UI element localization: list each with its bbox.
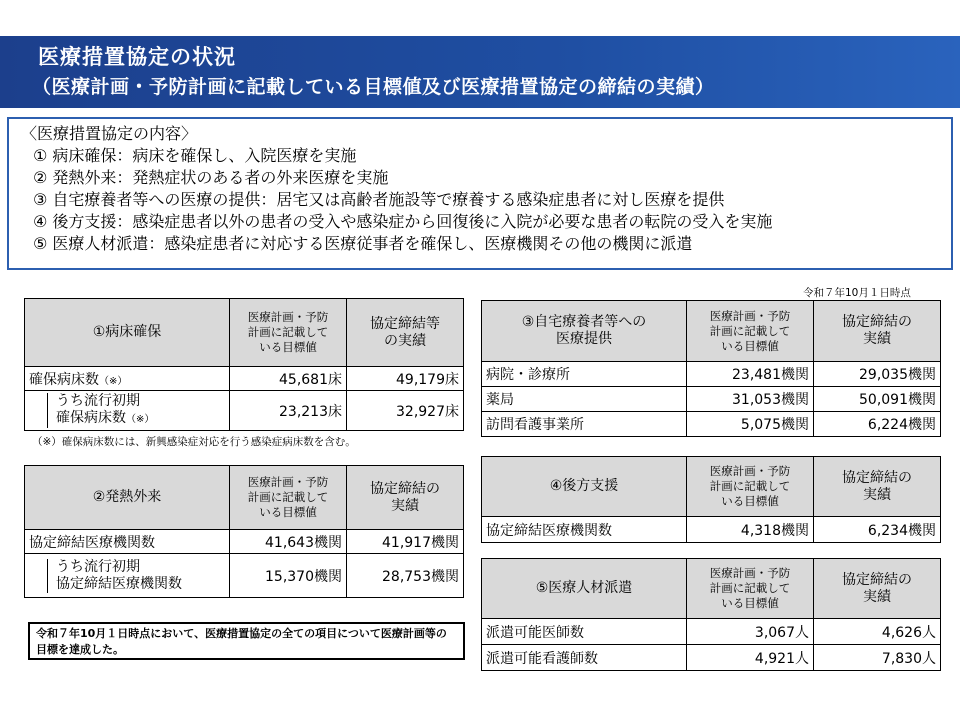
table-bed-capacity [24, 298, 464, 431]
table1-title: ①病床確保 [25, 299, 230, 367]
target-value: 5,075機関 [687, 412, 814, 437]
as-of-date: 令和７年10月１日時点 [803, 287, 911, 299]
table4-actual-header: 協定締結の 実績 [814, 457, 941, 517]
table2-title: ②発熱外来 [25, 466, 230, 530]
actual-value: 32,927床 [347, 391, 464, 431]
actual-value: 7,830人 [814, 645, 941, 671]
target-value: 4,921人 [687, 645, 814, 671]
table-staff-dispatch [481, 558, 941, 671]
content-item-3: ③ 自宅療養者等への医療の提供：居宅又は高齢者施設等で療養する感染症患者に対し医療を提供 [33, 190, 725, 209]
table4-title: ④後方支援 [482, 457, 687, 517]
actual-value: 6,224機関 [814, 412, 941, 437]
actual-value: 28,753機関 [347, 554, 464, 598]
row-label: 派遣可能看護師数 [482, 645, 687, 671]
content-item-5: ⑤ 医療人材派遣：感染症患者に対応する医療従事者を確保し、医療機関その他の機関に派遣 [33, 234, 693, 253]
table-row [25, 391, 464, 431]
summary-box: 令和７年10月１日時点において、医療措置協定の全ての項目について医療計画等の目標を達成した。 [28, 622, 465, 660]
sub-row-label: うち流行初期 協定締結医療機関数 [25, 554, 230, 598]
actual-value: 41,917機関 [347, 530, 464, 554]
header-banner [0, 36, 960, 108]
target-value: 3,067人 [687, 619, 814, 645]
table1-target-header: 医療計画・予防 計画に記載して いる目標値 [230, 299, 347, 367]
table-home-care [481, 300, 941, 437]
actual-value: 50,091機関 [814, 387, 941, 412]
content-heading: 〈医療措置協定の内容〉 [21, 124, 198, 143]
table5-target-header: 医療計画・予防 計画に記載して いる目標値 [687, 559, 814, 619]
table-row [25, 530, 464, 554]
row-label: 病院・診療所 [482, 362, 687, 387]
target-value: 23,481機関 [687, 362, 814, 387]
target-value: 4,318機関 [687, 517, 814, 543]
sub-row-label: うち流行初期 確保病床数（※） [25, 391, 230, 431]
table-row [482, 517, 941, 543]
actual-value: 6,234機関 [814, 517, 941, 543]
page-title: 医療措置協定の状況 [38, 45, 236, 69]
table-fever-clinic [24, 465, 464, 598]
target-value: 31,053機関 [687, 387, 814, 412]
table3-actual-header: 協定締結の 実績 [814, 301, 941, 362]
table4-target-header: 医療計画・予防 計画に記載して いる目標値 [687, 457, 814, 517]
row-label: 派遣可能医師数 [482, 619, 687, 645]
page-subtitle: （医療計画・予防計画に記載している目標値及び医療措置協定の締結の実績） [32, 76, 715, 98]
table5-title: ⑤医療人材派遣 [482, 559, 687, 619]
content-item-4: ④ 後方支援：感染症患者以外の患者の受入や感染症から回復後に入院が必要な患者の転院の受入を実施 [33, 212, 773, 231]
row-label: 確保病床数（※） [25, 367, 230, 391]
table-row [482, 412, 941, 437]
row-label: 訪問看護事業所 [482, 412, 687, 437]
table1-actual-header: 協定締結等 の実績 [347, 299, 464, 367]
table1-footnote: （※）確保病床数には、新興感染症対応を行う感染症病床数を含む。 [32, 436, 356, 448]
row-label: 協定締結医療機関数 [25, 530, 230, 554]
target-value: 23,213床 [230, 391, 347, 431]
target-value: 15,370機関 [230, 554, 347, 598]
table3-target-header: 医療計画・予防 計画に記載して いる目標値 [687, 301, 814, 362]
actual-value: 29,035機関 [814, 362, 941, 387]
table2-target-header: 医療計画・予防 計画に記載して いる目標値 [230, 466, 347, 530]
table-row [25, 367, 464, 391]
content-item-1: ① 病床確保：病床を確保し、入院医療を実施 [33, 146, 357, 165]
agreement-content-box [7, 117, 953, 270]
table3-title: ③自宅療養者等への 医療提供 [482, 301, 687, 362]
table-row [482, 619, 941, 645]
target-value: 41,643機関 [230, 530, 347, 554]
actual-value: 49,179床 [347, 367, 464, 391]
table-backup-support [481, 456, 941, 543]
content-item-2: ② 発熱外来：発熱症状のある者の外来医療を実施 [33, 168, 389, 187]
table2-actual-header: 協定締結の 実績 [347, 466, 464, 530]
table-row [482, 645, 941, 671]
target-value: 45,681床 [230, 367, 347, 391]
table5-actual-header: 協定締結の 実績 [814, 559, 941, 619]
table-row [25, 554, 464, 598]
row-label: 薬局 [482, 387, 687, 412]
table-row [482, 362, 941, 387]
actual-value: 4,626人 [814, 619, 941, 645]
row-label: 協定締結医療機関数 [482, 517, 687, 543]
table-row [482, 387, 941, 412]
